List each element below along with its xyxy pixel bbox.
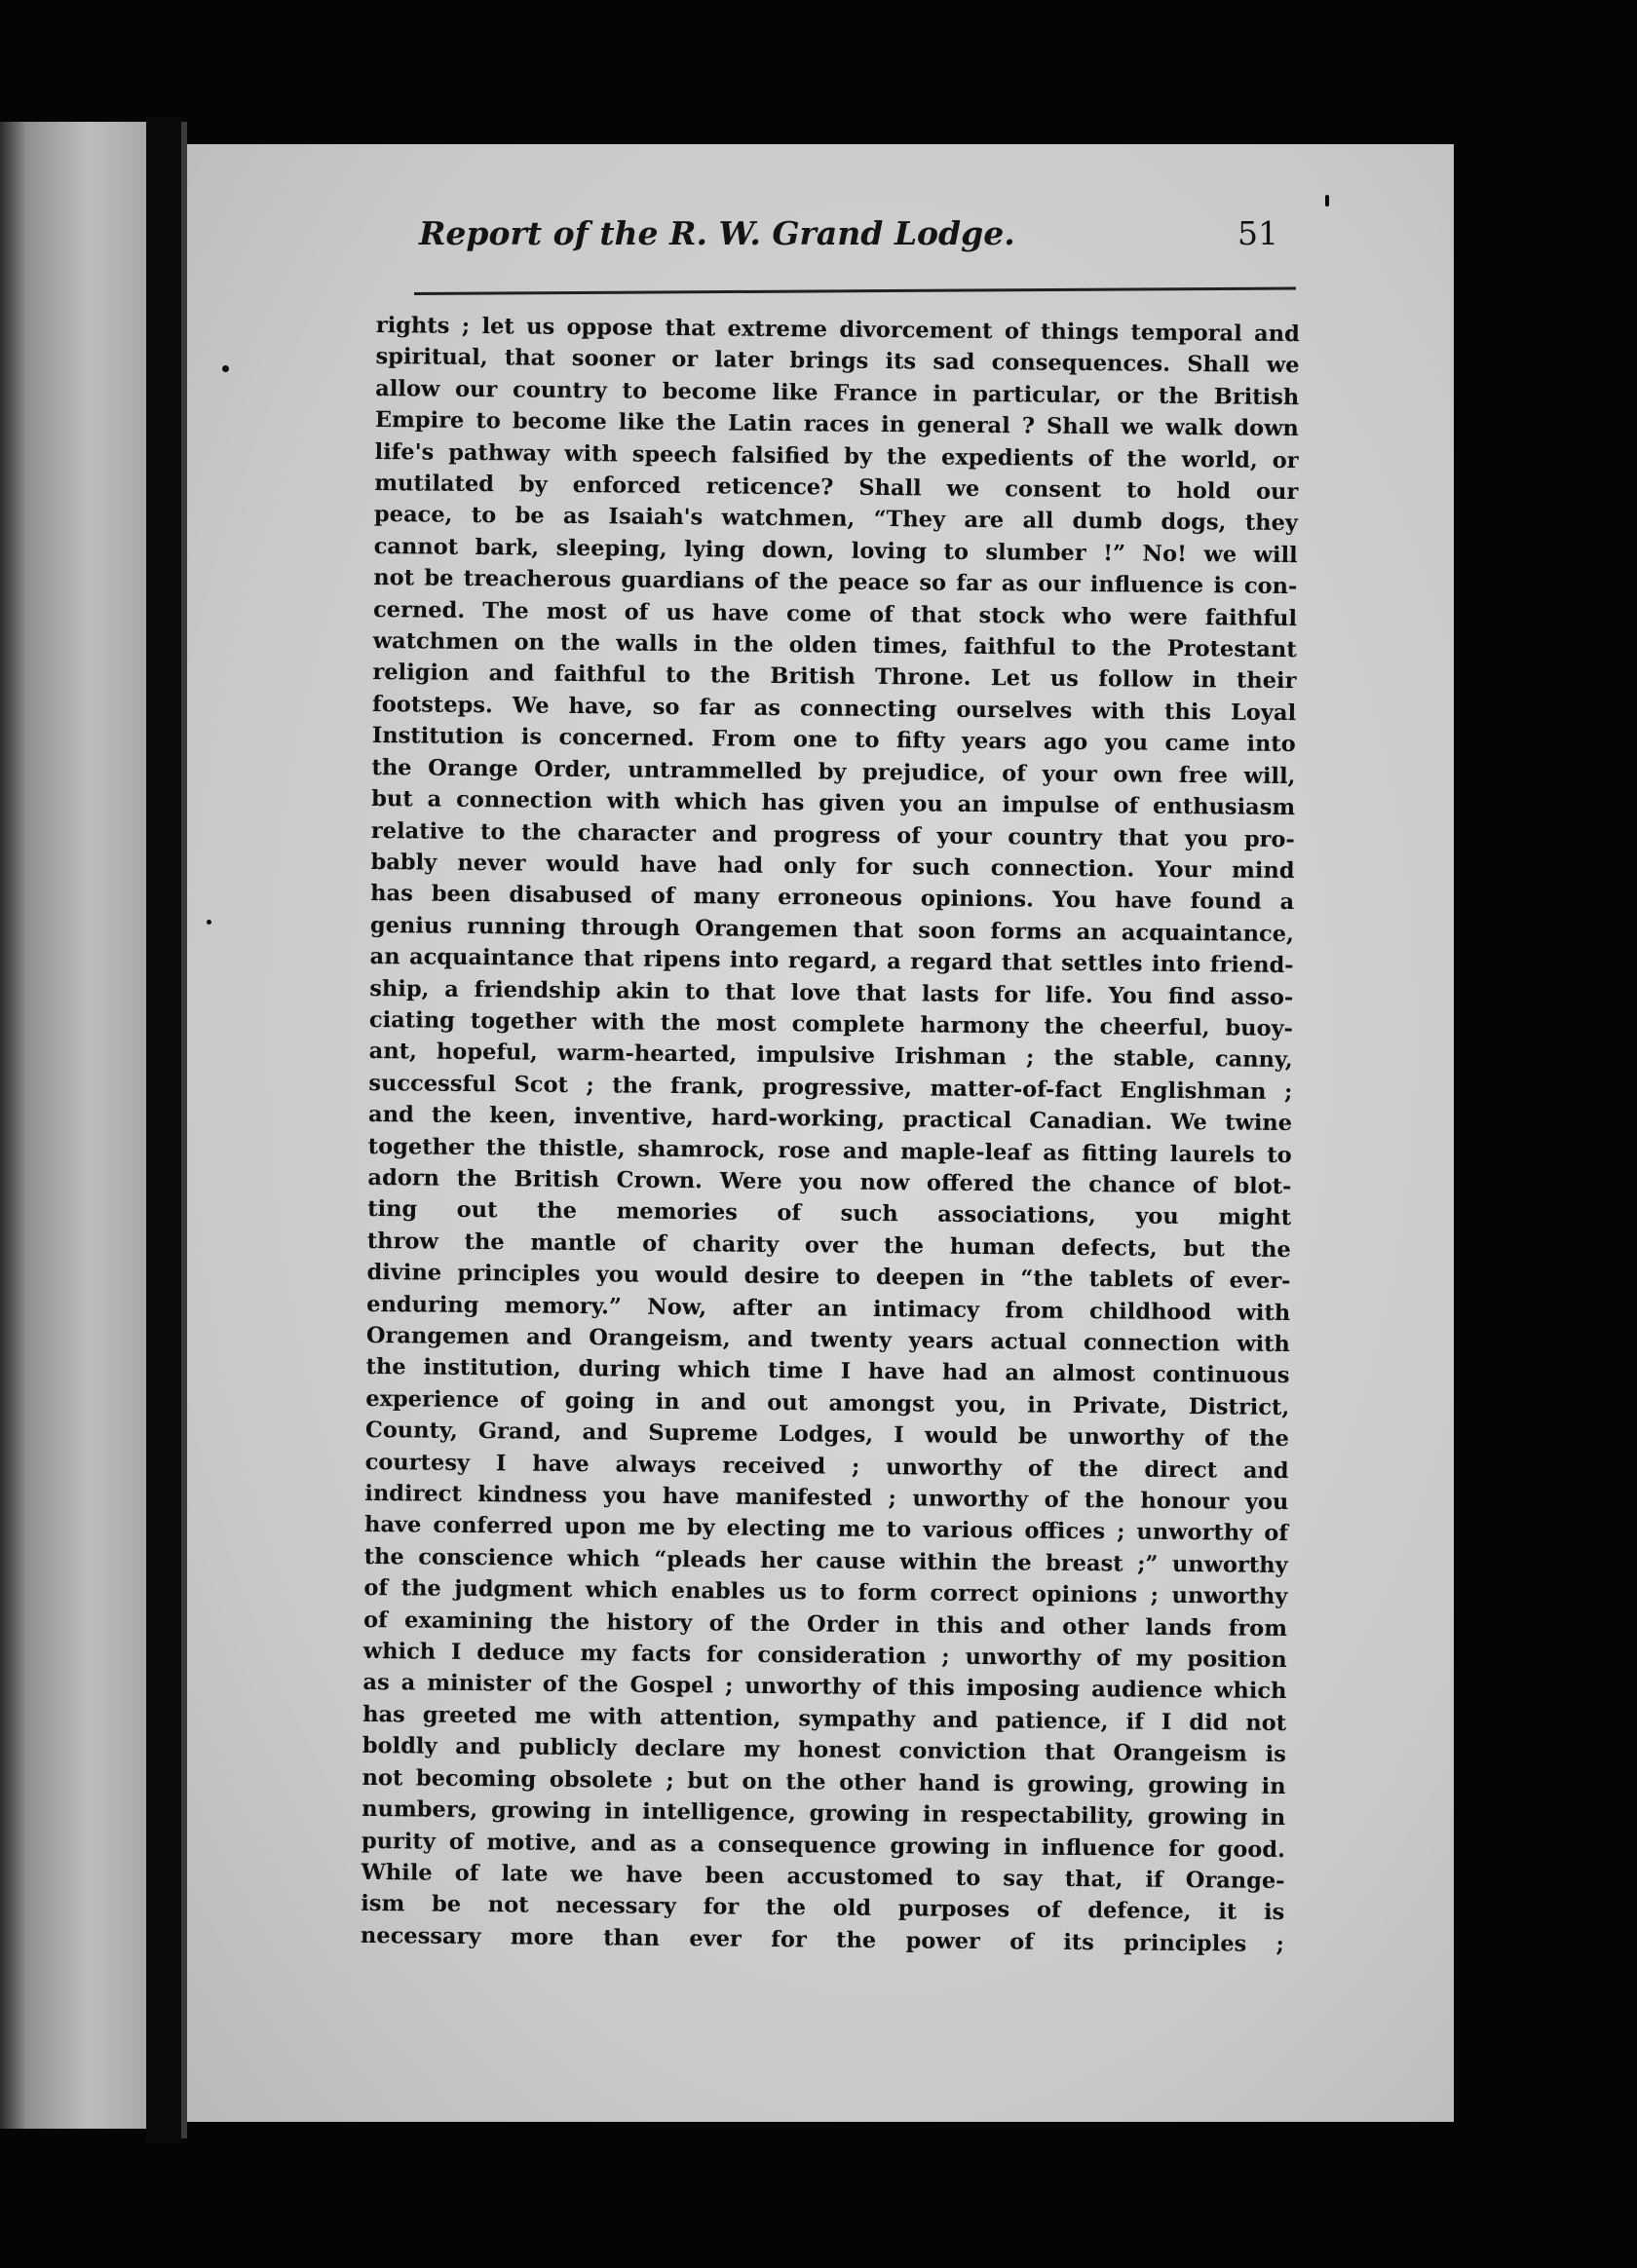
text-line: of examining the history of the Order in this and other lands from [362, 1606, 1288, 1642]
text-line: which I deduce my facts for consideration ; unworthy of my position [362, 1638, 1287, 1674]
text-line: numbers, growing in intelligence, growing in respectability, growing in [362, 1796, 1286, 1832]
running-title: Report of the R. W. Grand Lodge. [419, 214, 1015, 252]
text-line: peace, to be as Isaiah's watchmen, “They are all dumb dogs, they [373, 502, 1299, 537]
text-line: allow our country to become like France in particular, or the British [375, 375, 1300, 410]
page-header [419, 214, 1296, 292]
text-line: cerned. The most of us have come of that stock who were faithful [372, 596, 1298, 631]
text-line: bably never would have had only for such connection. Your mind [370, 849, 1295, 884]
text-line: boldly and publicly declare my honest conviction that Orangeism is [362, 1733, 1286, 1768]
text-line: mutilated by enforced reticence? Shall we consent to hold our [374, 471, 1299, 506]
text-line: County, Grand, and Supreme Lodges, I would be unworthy of the [364, 1418, 1290, 1453]
text-line: watchmen on the walls in the olden times, faithful to the Protestant [372, 628, 1297, 663]
text-line: not be treacherous guardians of the peace so far as our influence is con- [373, 565, 1298, 600]
page-number: 51 [1237, 214, 1278, 252]
text-line: life's pathway with speech falsified by the expedients of the world, or [374, 438, 1299, 473]
text-line: While of late we have been accustomed to say that, if Orange- [361, 1859, 1285, 1894]
text-line: footsteps. We have, so far as connecting ourselves with this Loyal [371, 691, 1297, 726]
text-line: ting out the memories of such associations, you might [367, 1196, 1292, 1231]
text-line: experience of going in and out amongst you, in Private, District, [365, 1385, 1290, 1420]
text-line: and the keen, inventive, hard-working, practical Canadian. We twine [367, 1102, 1293, 1137]
text-line: the Orange Order, untrammelled by prejudice, of your own free will, [371, 754, 1296, 789]
text-line: religion and faithful to the British Throne. Let us follow in their [372, 660, 1297, 695]
text-line: ship, a friendship akin to that love that lasts for life. You find asso- [369, 975, 1294, 1010]
dust-speck [222, 365, 229, 372]
text-line: has greeted me with attention, sympathy and patience, if I did not [362, 1701, 1287, 1736]
text-line: Empire to become like the Latin races in general ? Shall we walk down [374, 407, 1299, 442]
dust-speck [1325, 195, 1329, 207]
text-line: genius running through Orangemen that soon forms an acquaintance, [369, 912, 1295, 947]
text-line: has been disabused of many erroneous opinions. You have found a [370, 881, 1295, 916]
text-line: ant, hopeful, warm-hearted, impulsive Irishman ; the stable, canny, [368, 1039, 1293, 1074]
text-line: of the judgment which enables us to form correct opinions ; unworthy [363, 1575, 1288, 1610]
text-line: an acquaintance that ripens into regard, a regard that settles into friend- [369, 944, 1294, 979]
text-line: adorn the British Crown. Were you now offered the chance of blot- [367, 1164, 1292, 1200]
text-line: have conferred upon me by electing me to various offices ; unworthy of [363, 1512, 1289, 1547]
text-line: rights ; let us oppose that extreme divorcement of things temporal and [375, 312, 1300, 348]
text-line: purity of motive, and as a consequence growing in influence for good. [361, 1828, 1285, 1863]
text-line: the institution, during which time I have had an almost continuous [365, 1354, 1290, 1389]
text-line: ciating together with the most complete harmony the cheerful, buoy- [368, 1006, 1294, 1042]
text-line: enduring memory.” Now, after an intimacy from childhood with [366, 1291, 1291, 1326]
book-spine [146, 117, 181, 2143]
text-line: indirect kindness you have manifested ; unworthy of the honour you [364, 1480, 1289, 1516]
text-line: divine principles you would desire to deepen in “the tablets of ever- [366, 1260, 1291, 1295]
text-line: successful Scot ; the frank, progressive, matter-of-fact Englishman ; [368, 1070, 1293, 1105]
text-line: relative to the character and progress of your country that you pro- [370, 817, 1295, 852]
dust-speck [207, 920, 211, 925]
body-text [361, 310, 1300, 1960]
text-line: necessary more than ever for the power of its principles ; [360, 1922, 1285, 1957]
text-line: the conscience which “pleads her cause within the breast ;” unworthy [363, 1543, 1288, 1578]
text-line: together the thistle, shamrock, rose and maple-leaf as fitting laurels to [367, 1133, 1292, 1168]
left-page-edge [0, 122, 146, 2129]
text-line: cannot bark, sleeping, lying down, loving to slumber !” No! we will [373, 533, 1298, 568]
text-line: courtesy I have always received ; unworthy of the direct and [364, 1449, 1289, 1484]
text-line: Institution is concerned. From one to fifty years ago you came into [371, 723, 1296, 758]
text-line: Orangemen and Orangeism, and twenty years actual connection with [365, 1322, 1290, 1358]
text-line: not becoming obsolete ; but on the other hand is growing, growing in [362, 1764, 1286, 1799]
text-line: as a minister of the Gospel ; unworthy of this imposing audience which [362, 1670, 1287, 1705]
text-line: but a connection with which has given you an impulse of enthusiasm [371, 786, 1296, 821]
text-line: spiritual, that sooner or later brings its sad consequences. Shall we [375, 344, 1300, 379]
text-line: ism be not necessary for the old purposes of defence, it is [361, 1891, 1285, 1926]
text-line: throw the mantle of charity over the human defects, but the [366, 1228, 1291, 1263]
